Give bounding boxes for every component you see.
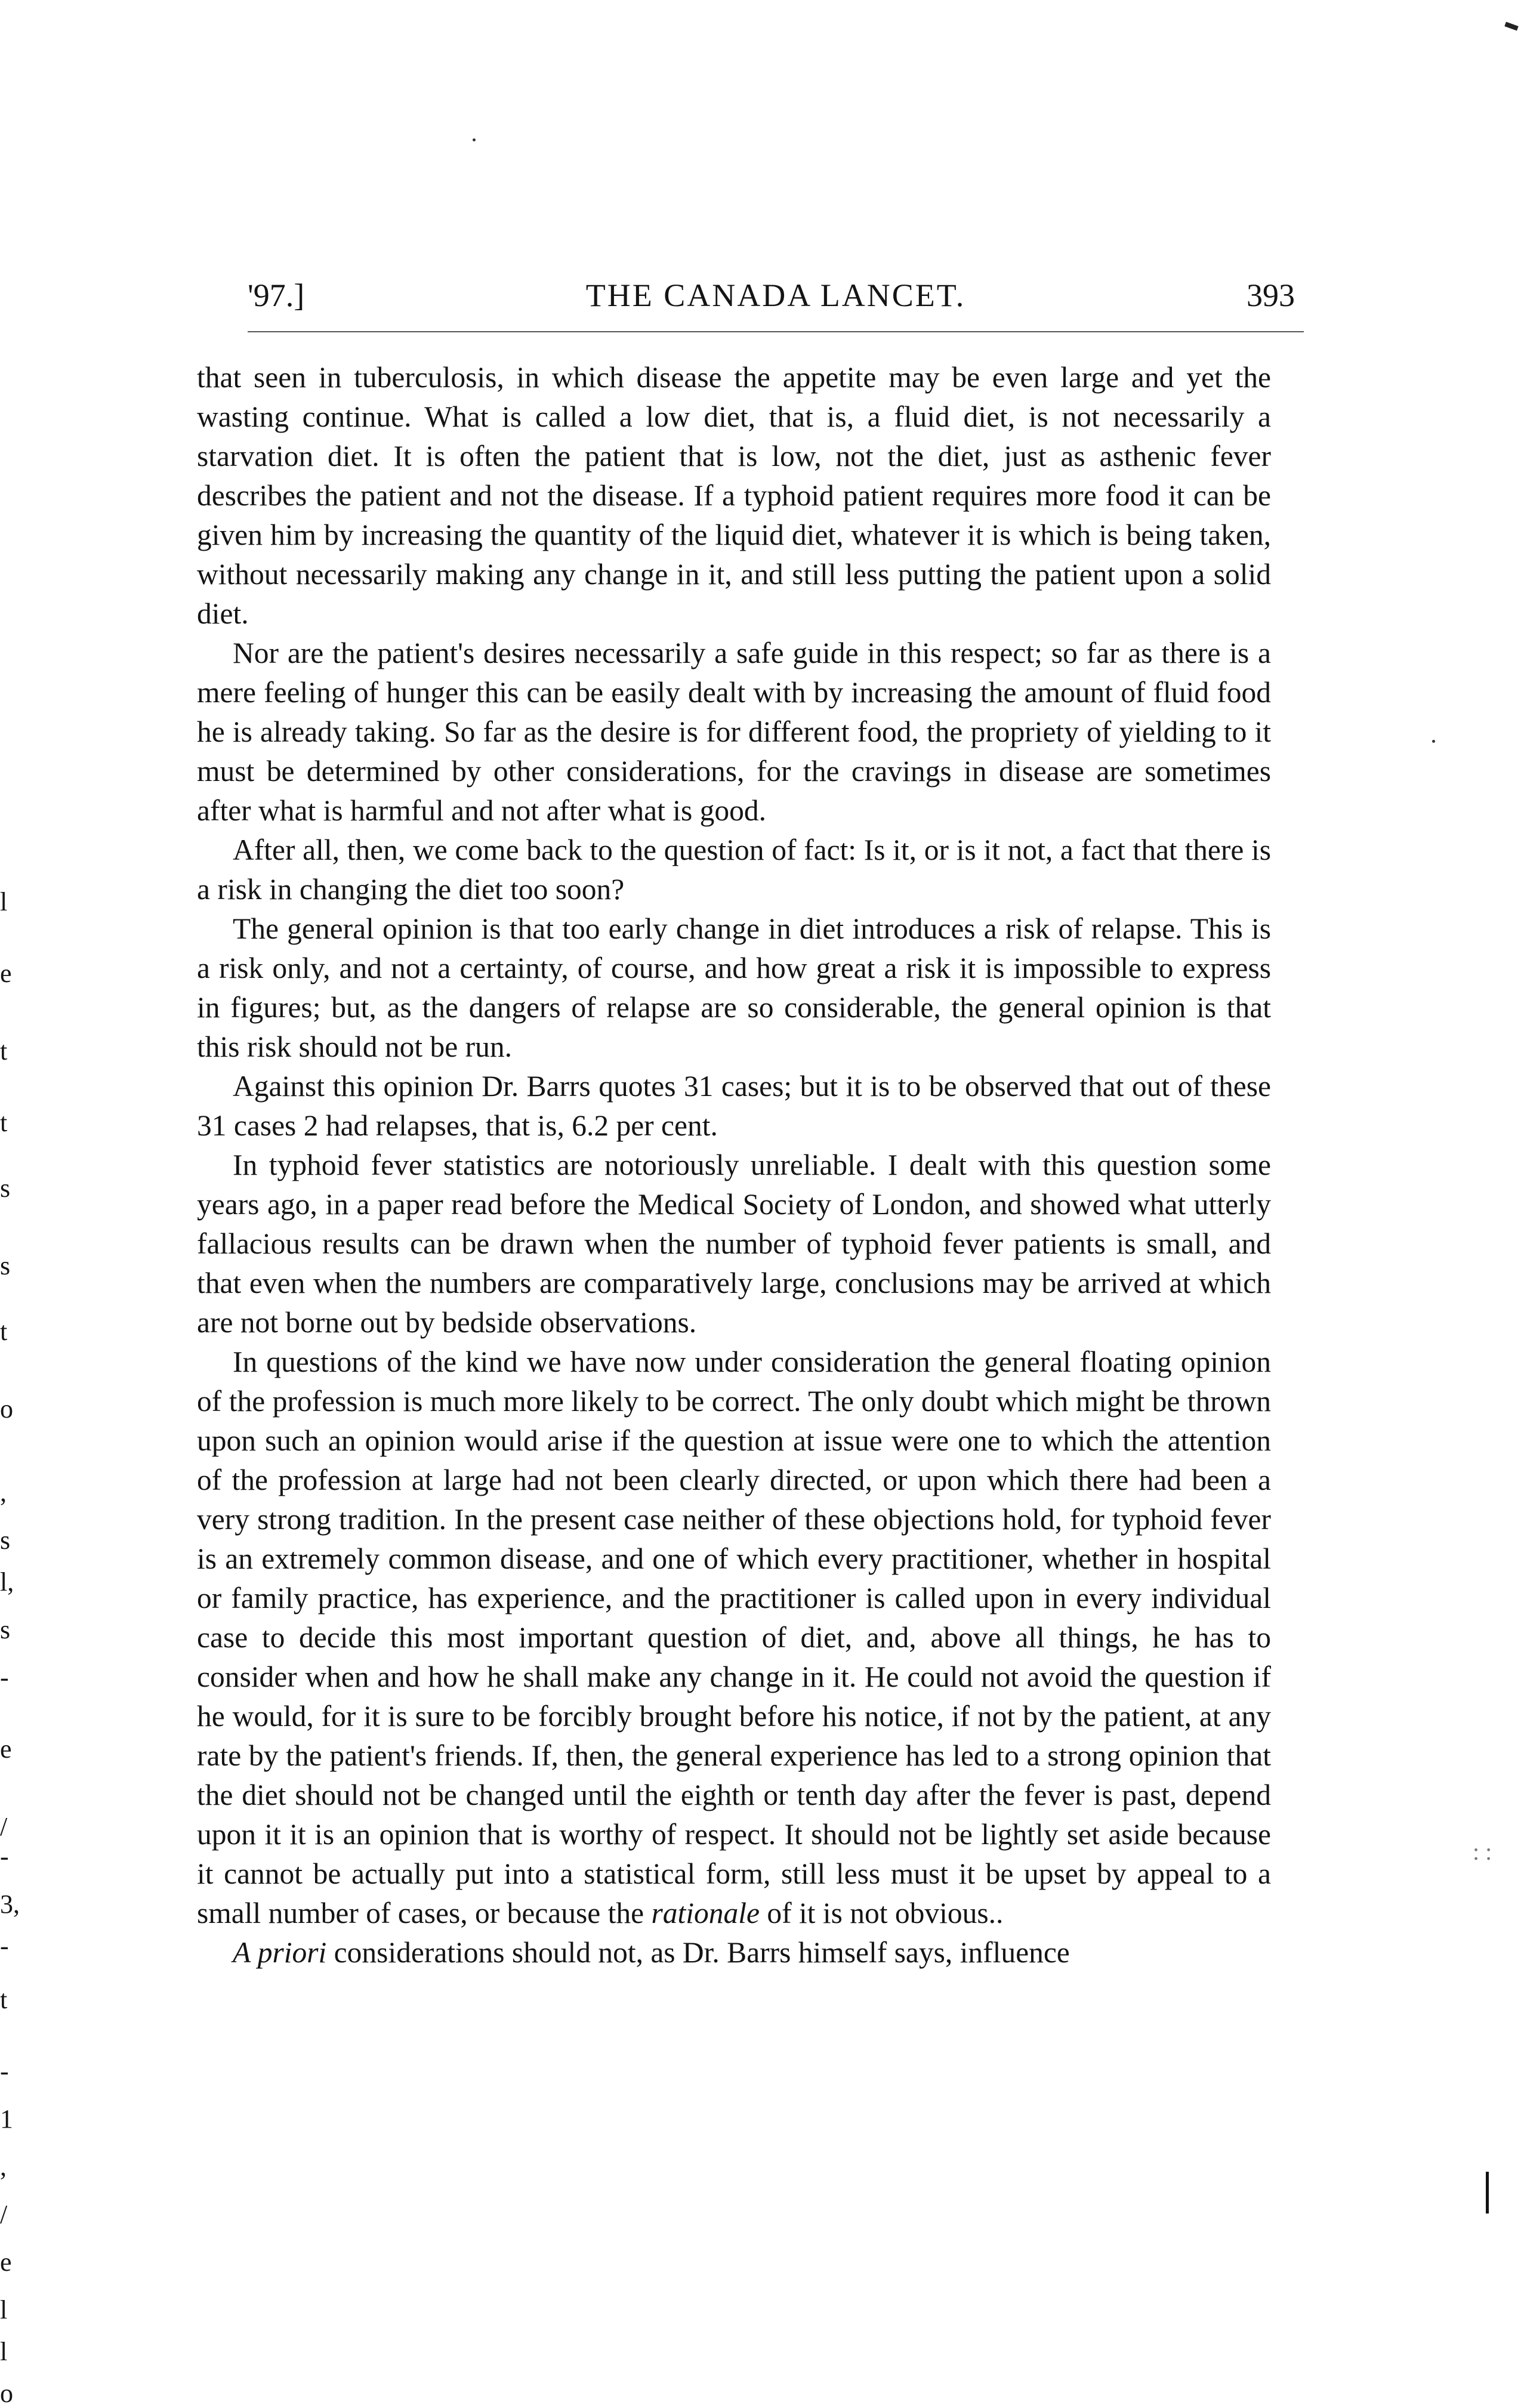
scan-edge-mark xyxy=(1504,21,1518,30)
journal-title: THE CANADA LANCET. xyxy=(585,277,966,313)
margin-fragment: , xyxy=(0,2152,7,2181)
header-year: '97.] xyxy=(248,277,305,313)
paragraph-text: Nor are the patient's desires necessarily a safe guide in this respect; so far as there is a mere feeling of hunger this can be easily dealt with by increasing the amount of fluid food he is already taking. So far as the desire is for different food, the propriety of yielding to it must be determined by other considerations, for the cravings in disease are sometimes after what is harmful and not after what is good. xyxy=(197,637,1271,827)
margin-fragment: 1 xyxy=(0,2104,13,2134)
margin-fragment: 3, xyxy=(0,1890,20,1919)
margin-fragment: l xyxy=(0,2337,8,2366)
margin-fragment: t xyxy=(0,1985,8,2014)
header-rule xyxy=(248,331,1304,332)
paragraph xyxy=(197,1933,1271,1972)
paragraph-text: In questions of the kind we have now under consideration the general floating opinion of the profession is much more likely to be correct. The only doubt which might be thrown upon such an opinion would arise if the question at issue were one to which the attention of the profession at large had not been clearly directed, or upon which there had been a very strong tradition. In the present case neither of these objections hold, for typhoid fever is an extremely common disease, and one of which every practitioner, whether in hospital or family practice, has experience, and the practitioner is called upon in every individual case to decide this most important question of diet, and, above all things, he has to consider when and how he shall make any change in it. He could not avoid the question if he would, for it is sure to be forcibly brought before his notice, if not by the patient, at any rate by the patient's friends. If, then, the general experience has led to a strong opinion that the diet should not be changed until the eighth or tenth day after the fever is past, depend upon it it is an opinion that is worthy of respect. It should not be lightly set aside because it cannot be actually put into a statistical form, still less must it be upset by appeal to a small number of cases, or because the xyxy=(197,1345,1271,1930)
margin-fragment: o xyxy=(0,2379,13,2408)
page-number: 393 xyxy=(1247,277,1295,313)
margin-fragment: s xyxy=(0,1615,11,1644)
margin-fragment: - xyxy=(0,2057,9,2086)
margin-fragment: l xyxy=(0,887,8,916)
margin-fragment: s xyxy=(0,1526,11,1555)
paragraph xyxy=(197,1146,1271,1342)
paragraph xyxy=(197,1067,1271,1146)
margin-fragment: t xyxy=(0,1036,8,1066)
margin-fragment: - xyxy=(0,1931,9,1961)
paragraph-text: Against this opinion Dr. Barrs quotes 31 cases; but it is to be observed that out of these 31 cases 2 had relapses, that is, 6.2 per cent. xyxy=(197,1070,1271,1142)
margin-fragment: / xyxy=(0,1812,8,1841)
article-body xyxy=(197,358,1271,1972)
paragraph-text: of it is not obvious.. xyxy=(759,1897,1004,1930)
paragraph-text: In typhoid fever statistics are notoriously unreliable. I dealt with this question some years ago, in a paper read before the Medical Society of London, and showed what utterly fallacious results can be drawn when the number of typhoid fever patients is small, and that even when the numbers are comparatively large, conclusions may be arrived at which are not borne out by bedside observations. xyxy=(197,1149,1271,1339)
paragraph xyxy=(197,634,1271,831)
paragraph-text: that seen in tuberculosis, in which disease the appetite may be even large and yet the wasting continue. What is called a low diet, that is, a fluid diet, is not necessarily a starvation diet. It is often the patient that is low, not the diet, just as asthenic fever describes the patient and not the disease. If a typhoid patient requires more food it can be given him by increasing the quantity of the liquid diet, whatever it is which is being taken, without necessarily making any change in it, and still less putting the patient upon a solid diet. xyxy=(197,361,1271,630)
running-header xyxy=(248,271,1304,319)
margin-fragment: t xyxy=(0,1108,8,1137)
paragraph xyxy=(197,831,1271,909)
margin-fragment: t xyxy=(0,1317,8,1346)
margin-fragment: s xyxy=(0,1251,11,1280)
margin-fragment: / xyxy=(0,2200,8,2229)
paragraph xyxy=(197,909,1271,1067)
margin-fragment: e xyxy=(0,1734,12,1764)
margin-fragment: l xyxy=(0,2295,8,2324)
paragraph-text: After all, then, we come back to the question of fact: Is it, or is it not, a fact that there is a risk in changing the diet too soon? xyxy=(197,833,1271,906)
margin-fragment: - xyxy=(0,1842,9,1871)
margin-fragment: s xyxy=(0,1174,11,1203)
scan-speck xyxy=(1432,740,1435,743)
margin-fragment: e xyxy=(0,959,12,988)
paragraph-text: The general opinion is that too early change in diet introduces a risk of relapse. This is a risk only, and not a certainty, of course, and how great a risk it is impossible to express in figures; but, as the dangers of relapse are so considerable, the general opinion is that this risk should not be run. xyxy=(197,912,1271,1063)
scan-speck xyxy=(473,138,476,141)
scan-edge-mark xyxy=(1486,2172,1489,2213)
italic-text: A priori xyxy=(233,1936,327,1969)
margin-fragment: e xyxy=(0,2248,12,2277)
paragraph xyxy=(197,1342,1271,1933)
paragraph xyxy=(197,358,1271,634)
paragraph-text: considerations should not, as Dr. Barrs himself says, influence xyxy=(326,1936,1070,1969)
margin-fragment: l, xyxy=(0,1567,14,1597)
margin-fragment: o xyxy=(0,1394,13,1424)
margin-fragment: , xyxy=(0,1478,7,1507)
italic-text: rationale xyxy=(651,1897,760,1930)
right-margin-mark: : : xyxy=(1473,1838,1492,1865)
margin-fragment: - xyxy=(0,1663,9,1692)
